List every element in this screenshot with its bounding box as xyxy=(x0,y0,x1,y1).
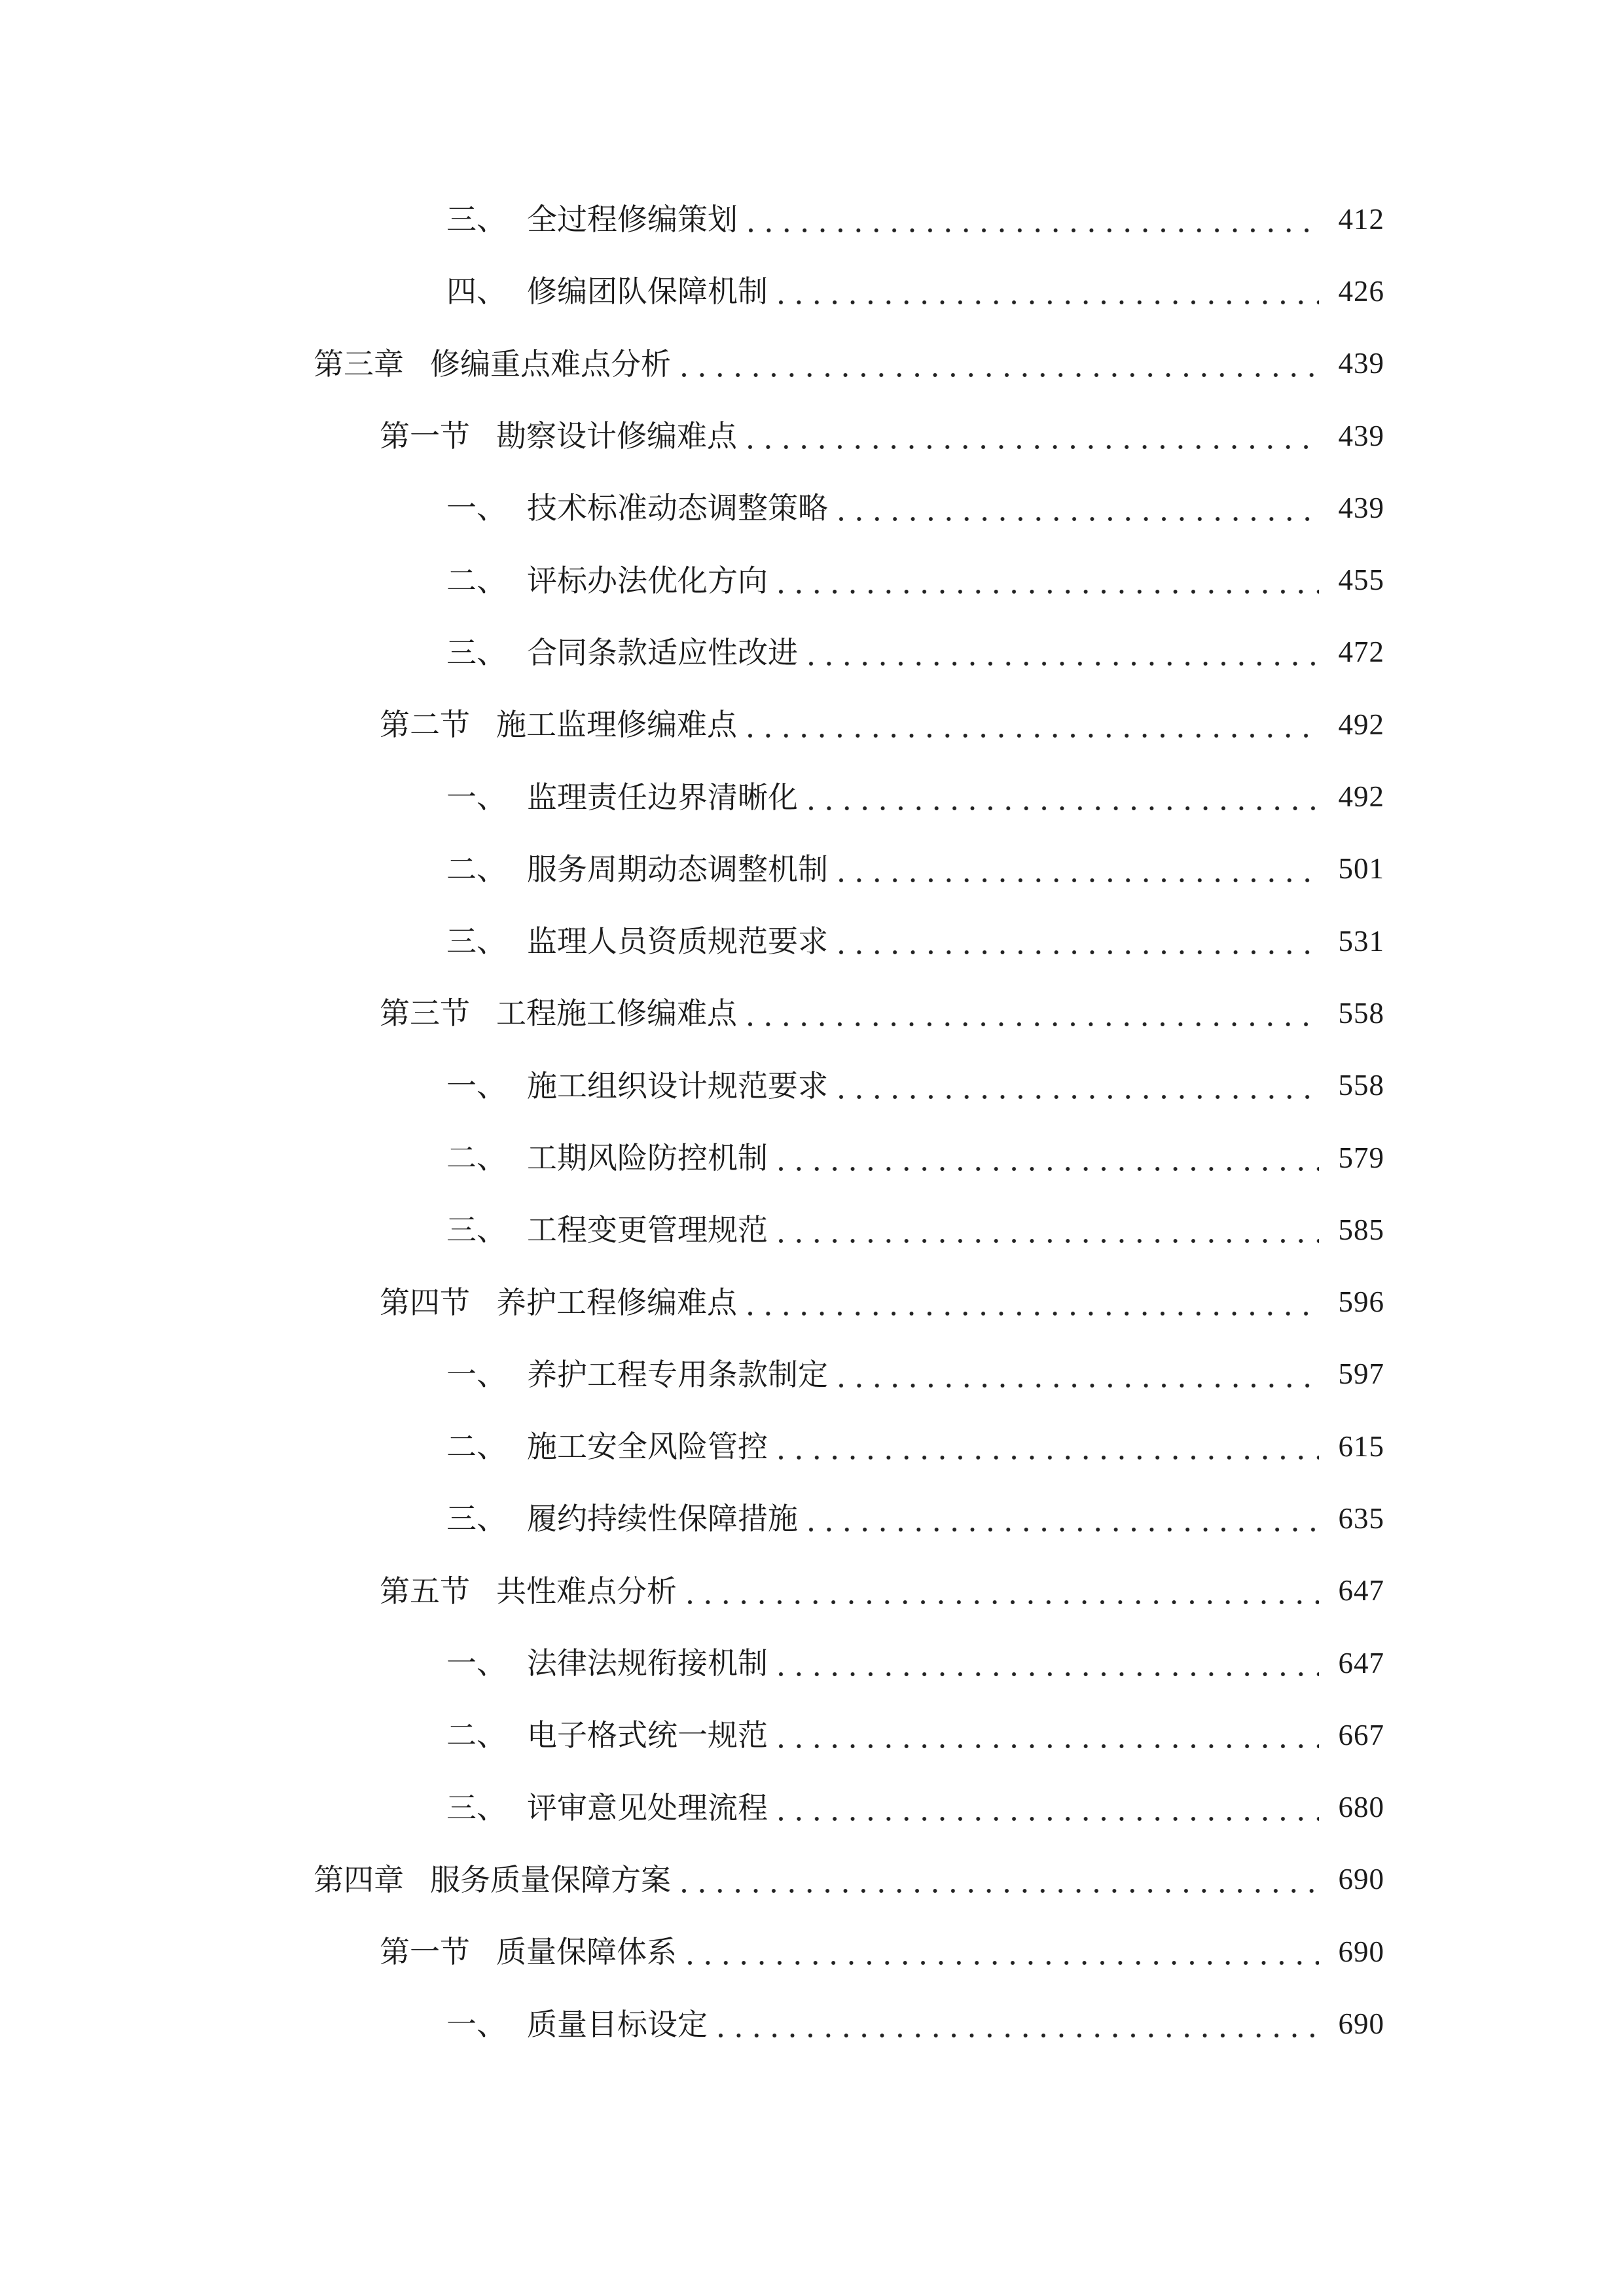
toc-subsection xyxy=(0,1699,1624,1771)
toc-entry-title: 工期风险防控机制 xyxy=(527,1140,768,1175)
toc-entry-title: 共性难点分析 xyxy=(496,1573,677,1609)
dot-leader xyxy=(778,1744,1319,1749)
toc-entry-number: 三、 xyxy=(446,924,507,960)
toc-entry-number: 一、 xyxy=(446,1356,507,1392)
toc-chapter xyxy=(0,1844,1624,1916)
toc-entry-number: 二、 xyxy=(446,851,507,887)
toc-entry-page-number: 558 xyxy=(1338,1069,1384,1102)
toc-entry-title: 评审意见处理流程 xyxy=(527,1789,768,1825)
toc-subsection xyxy=(0,1627,1624,1699)
toc-entry-title: 勘察设计修编难点 xyxy=(496,418,737,454)
toc-entry-page-number: 439 xyxy=(1338,347,1384,380)
toc-subsection xyxy=(0,1122,1624,1194)
toc-section xyxy=(0,977,1624,1049)
dot-leader xyxy=(808,661,1319,666)
toc-entry-page-number: 635 xyxy=(1338,1501,1384,1535)
toc-entry-number: 第一节 xyxy=(380,418,470,454)
toc-entry-number: 第一节 xyxy=(380,1934,470,1970)
dot-leader xyxy=(778,1816,1319,1821)
toc-entry-number: 第二节 xyxy=(380,707,470,743)
toc-subsection xyxy=(0,905,1624,977)
toc-subsection xyxy=(0,833,1624,905)
toc-entry-title: 评标办法优化方向 xyxy=(527,562,768,598)
toc-entry-page-number: 501 xyxy=(1338,852,1384,886)
toc-entry-number: 第三章 xyxy=(314,346,404,382)
dot-leader xyxy=(778,589,1319,594)
toc-entry-page-number: 531 xyxy=(1338,924,1384,958)
toc-subsection xyxy=(0,183,1624,255)
toc-entry-page-number: 472 xyxy=(1338,636,1384,669)
toc-entry-page-number: 492 xyxy=(1338,780,1384,814)
toc-entry-title: 监理人员资质规范要求 xyxy=(527,924,828,960)
toc-entry-page-number: 558 xyxy=(1338,996,1384,1030)
toc-subsection xyxy=(0,1482,1624,1554)
toc-entry-page-number: 585 xyxy=(1338,1213,1384,1246)
toc-entry-page-number: 667 xyxy=(1338,1718,1384,1751)
toc-entry-number: 第四节 xyxy=(380,1284,470,1320)
dot-leader xyxy=(748,228,1319,233)
toc-section xyxy=(0,1555,1624,1627)
toc-entry-title: 监理责任边界清晰化 xyxy=(527,779,798,815)
toc-entry-page-number: 690 xyxy=(1338,1863,1384,1896)
toc-subsection xyxy=(0,1050,1624,1122)
toc-entry-title: 工程变更管理规范 xyxy=(527,1212,768,1248)
toc-section xyxy=(0,1266,1624,1338)
toc-entry-title: 养护工程专用条款制定 xyxy=(527,1356,828,1392)
toc-entry-title: 服务质量保障方案 xyxy=(430,1861,671,1897)
toc-chapter xyxy=(0,328,1624,400)
toc-entry-number: 二、 xyxy=(446,1140,507,1175)
toc-entry-title: 法律法规衔接机制 xyxy=(527,1645,768,1681)
dot-leader xyxy=(718,2033,1319,2038)
toc-entry-page-number: 426 xyxy=(1338,274,1384,308)
toc-subsection xyxy=(0,544,1624,616)
toc-entry-title: 全过程修编策划 xyxy=(527,202,738,238)
toc-entry-page-number: 412 xyxy=(1338,202,1384,236)
toc-entry-number: 二、 xyxy=(446,562,507,598)
toc-entry-number: 三、 xyxy=(446,1789,507,1825)
toc-entry-page-number: 690 xyxy=(1338,1935,1384,1968)
toc-entry-title: 修编重点难点分析 xyxy=(430,346,671,382)
toc-section xyxy=(0,400,1624,472)
toc-entry-title: 施工安全风险管控 xyxy=(527,1429,768,1465)
toc-entry-page-number: 597 xyxy=(1338,1357,1384,1391)
dot-leader xyxy=(748,1022,1319,1027)
toc-entry-title: 技术标准动态调整策略 xyxy=(527,490,828,526)
toc-entry-page-number: 690 xyxy=(1338,2007,1384,2041)
toc-entry-title: 履约持续性保障措施 xyxy=(527,1501,798,1537)
toc-entry-page-number: 455 xyxy=(1338,564,1384,597)
toc-entry-title: 工程施工修编难点 xyxy=(496,996,737,1031)
toc-entry-number: 三、 xyxy=(446,634,507,670)
dot-leader xyxy=(839,878,1319,883)
toc-entry-number: 四、 xyxy=(446,274,507,310)
toc-entry-page-number: 680 xyxy=(1338,1791,1384,1824)
dot-leader xyxy=(808,806,1319,811)
toc-section xyxy=(0,689,1624,761)
toc-entry-number: 一、 xyxy=(446,1645,507,1681)
dot-leader xyxy=(839,950,1319,955)
dot-leader xyxy=(808,1527,1319,1532)
dot-leader xyxy=(839,1094,1319,1100)
toc-entry-title: 电子格式统一规范 xyxy=(527,1717,768,1753)
toc-subsection xyxy=(0,1988,1624,2060)
toc-entry-title: 合同条款适应性改进 xyxy=(527,634,798,670)
toc-entry-title: 施工组织设计规范要求 xyxy=(527,1067,828,1103)
dot-leader xyxy=(748,733,1319,738)
toc-entry-number: 第五节 xyxy=(380,1573,470,1609)
toc-entry-page-number: 579 xyxy=(1338,1141,1384,1174)
toc-entry-title: 服务周期动态调整机制 xyxy=(527,851,828,887)
toc-entry-page-number: 492 xyxy=(1338,708,1384,741)
toc-entry-title: 施工监理修编难点 xyxy=(496,707,737,743)
toc-subsection xyxy=(0,255,1624,327)
toc-entry-page-number: 439 xyxy=(1338,419,1384,452)
toc-entry-title: 养护工程修编难点 xyxy=(496,1284,737,1320)
toc-section xyxy=(0,1916,1624,1988)
toc-entry-page-number: 647 xyxy=(1338,1646,1384,1679)
table-of-contents xyxy=(0,183,1624,2060)
toc-entry-number: 三、 xyxy=(446,202,507,238)
toc-entry-number: 一、 xyxy=(446,779,507,815)
toc-entry-title: 修编团队保障机制 xyxy=(527,274,768,310)
dot-leader xyxy=(839,516,1319,522)
toc-entry-number: 第三节 xyxy=(380,996,470,1031)
dot-leader xyxy=(748,444,1319,450)
dot-leader xyxy=(748,1311,1319,1316)
dot-leader xyxy=(681,1888,1319,1893)
toc-entry-number: 一、 xyxy=(446,2006,507,2042)
toc-entry-page-number: 615 xyxy=(1338,1429,1384,1463)
dot-leader xyxy=(687,1600,1319,1605)
toc-entry-title: 质量目标设定 xyxy=(527,2006,708,2042)
toc-subsection xyxy=(0,1194,1624,1266)
toc-subsection xyxy=(0,761,1624,833)
toc-entry-title: 质量保障体系 xyxy=(496,1934,677,1970)
dot-leader xyxy=(687,1960,1319,1965)
toc-entry-number: 三、 xyxy=(446,1212,507,1248)
dot-leader xyxy=(778,300,1319,305)
toc-entry-number: 二、 xyxy=(446,1717,507,1753)
toc-entry-page-number: 439 xyxy=(1338,491,1384,524)
toc-subsection xyxy=(0,1338,1624,1410)
dot-leader xyxy=(839,1383,1319,1388)
dot-leader xyxy=(778,1672,1319,1677)
dot-leader xyxy=(778,1238,1319,1244)
toc-entry-number: 二、 xyxy=(446,1429,507,1465)
toc-entry-number: 一、 xyxy=(446,490,507,526)
toc-subsection xyxy=(0,1410,1624,1482)
dot-leader xyxy=(778,1166,1319,1172)
toc-entry-number: 一、 xyxy=(446,1067,507,1103)
toc-entry-page-number: 647 xyxy=(1338,1574,1384,1607)
dot-leader xyxy=(778,1455,1319,1460)
toc-entry-number: 三、 xyxy=(446,1501,507,1537)
toc-subsection xyxy=(0,472,1624,544)
toc-subsection xyxy=(0,1772,1624,1844)
toc-entry-number: 第四章 xyxy=(314,1861,404,1897)
toc-subsection xyxy=(0,617,1624,689)
toc-entry-page-number: 596 xyxy=(1338,1285,1384,1319)
dot-leader xyxy=(681,372,1319,378)
